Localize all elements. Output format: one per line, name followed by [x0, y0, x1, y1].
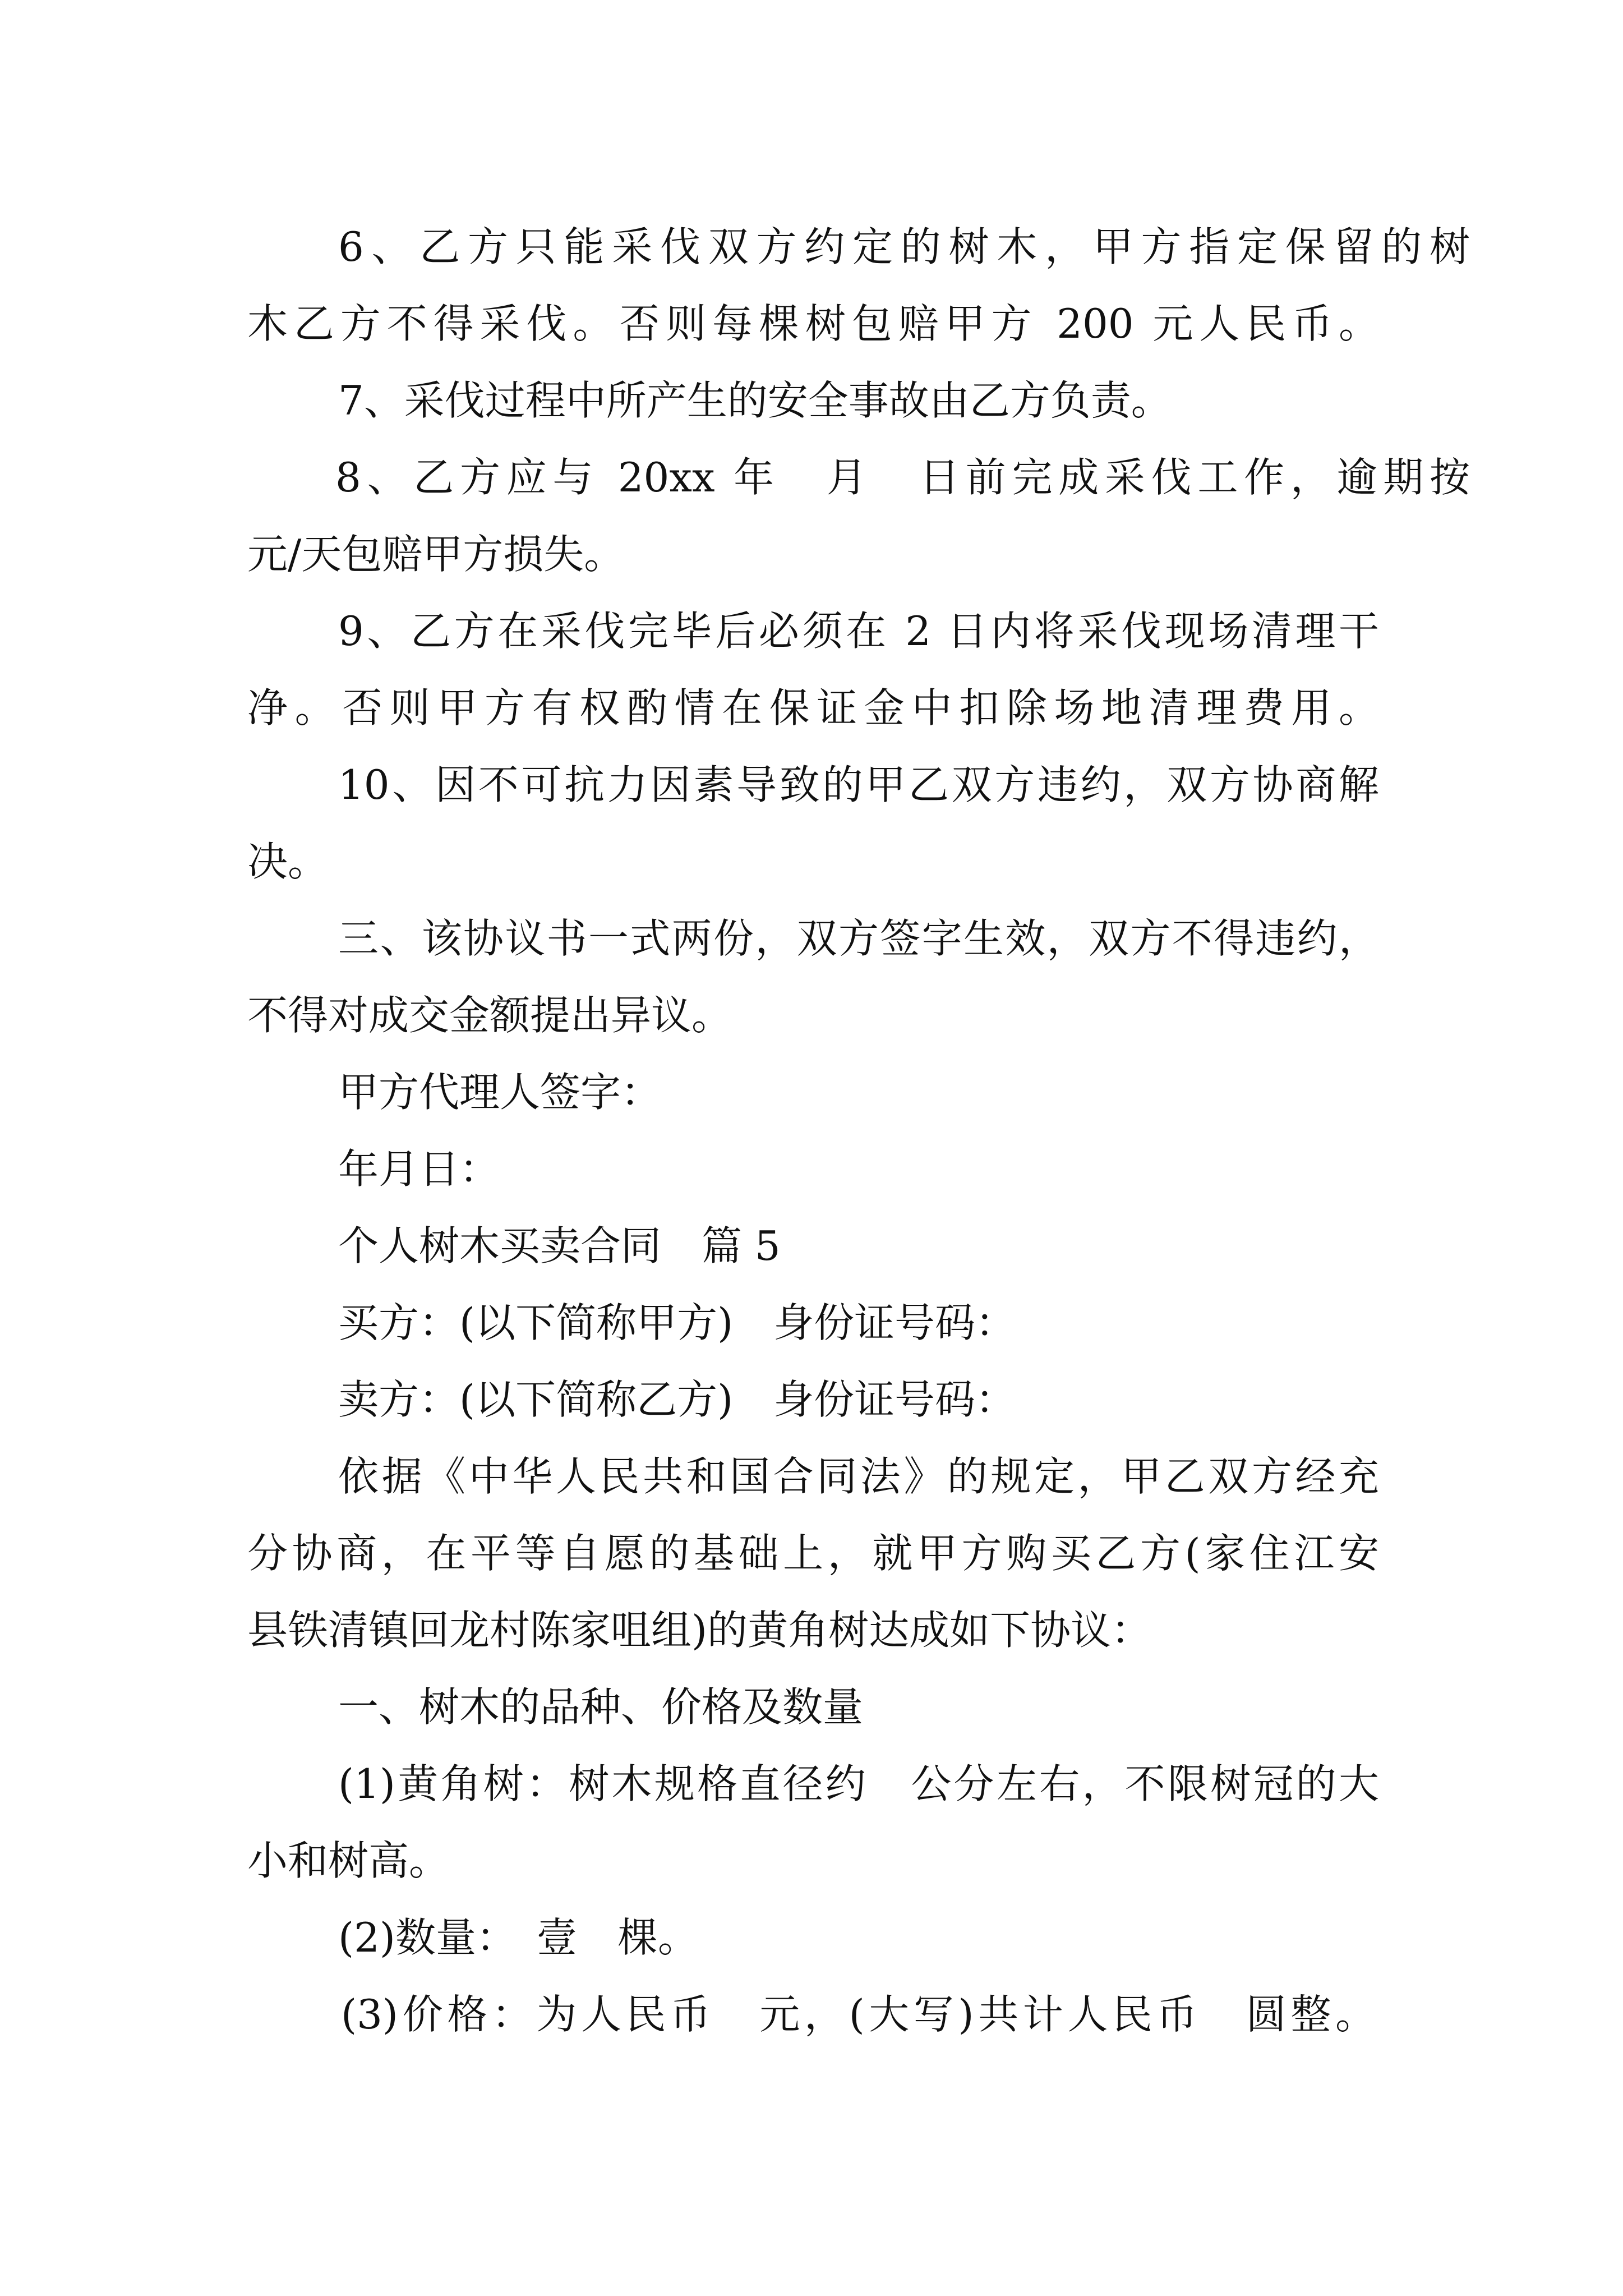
signature-label: 甲方代理人签字：: [338, 1069, 662, 1116]
text-line: 决。: [247, 838, 329, 885]
date-label: 年月日：: [338, 1145, 500, 1193]
text-line: (2)数量： 壹 棵。: [338, 1914, 698, 1961]
text-line: 9、乙方在采伐完毕后必须在 2 日内将采伐现场清理干: [338, 608, 1379, 655]
text-line: 木乙方不得采伐。否则每棵树包赔甲方 200 元人民币。: [247, 300, 1379, 347]
text-line: 10、因不可抗力因素导致的甲乙双方违约，双方协商解: [338, 761, 1379, 808]
text-line: 三、该协议书一式两份，双方签字生效，双方不得违约，: [338, 915, 1379, 962]
text-line: 元/天包赔甲方损失。: [247, 531, 625, 578]
text-line: (1)黄角树：树木规格直径约 公分左右，不限树冠的大: [338, 1760, 1379, 1807]
text-line: 6、乙方只能采伐双方约定的树木，甲方指定保留的树: [338, 223, 1470, 270]
text-line: 8、乙方应与 20xx 年 月 日前完成采伐工作，逾期按: [335, 454, 1470, 501]
section-heading: 个人树木买卖合同 篇 5: [338, 1222, 781, 1269]
text-line: 一、树木的品种、价格及数量: [338, 1683, 864, 1731]
text-line: 卖方：(以下简称乙方) 身份证号码：: [338, 1376, 1016, 1423]
text-line: (3)价格：为人民币 元，(大写)共计人民币 圆整。: [341, 1991, 1376, 2038]
text-line: 不得对成交金额提出异议。: [247, 992, 732, 1039]
text-line: 小和树高。: [247, 1837, 450, 1884]
text-line: 县铁清镇回龙村陈家咀组)的黄角树达成如下协议：: [247, 1607, 1152, 1654]
text-line: 7、采伐过程中所产生的安全事故由乙方负责。: [338, 377, 1172, 424]
text-line: 买方：(以下简称甲方) 身份证号码：: [338, 1299, 1016, 1346]
text-line: 依据《中华人民共和国合同法》的规定，甲乙双方经充: [338, 1453, 1379, 1500]
text-line: 分协商，在平等自愿的基础上，就甲方购买乙方(家住江安: [247, 1530, 1379, 1577]
text-line: 净。否则甲方有权酌情在保证金中扣除场地清理费用。: [247, 684, 1379, 731]
